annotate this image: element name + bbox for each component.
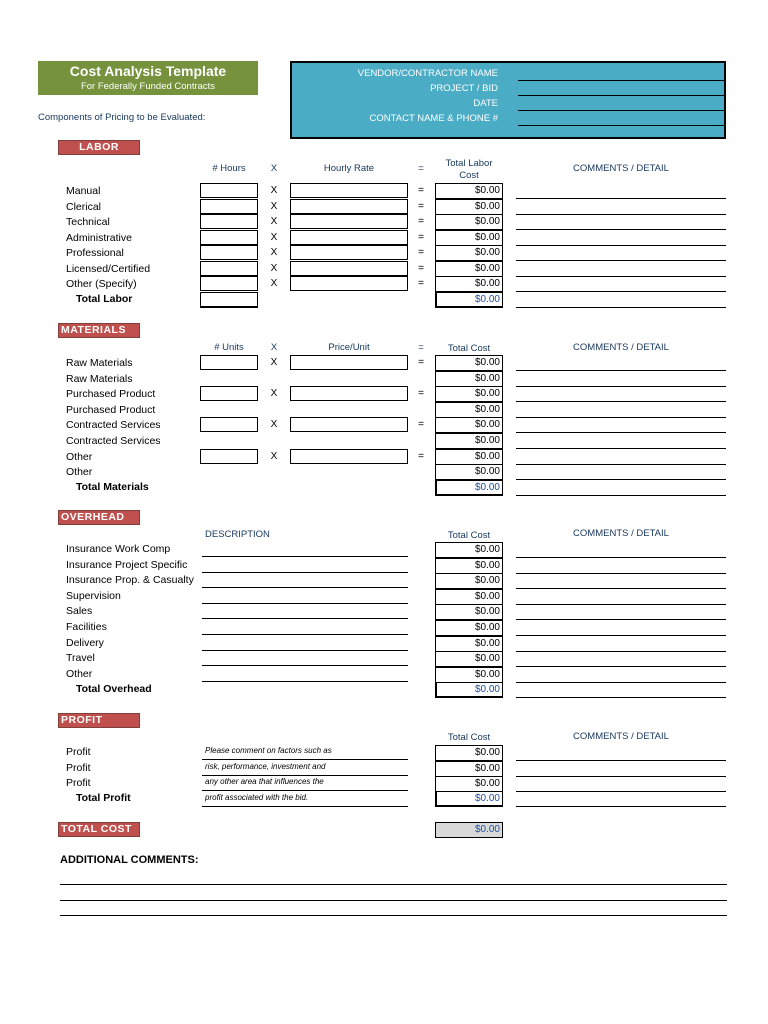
- profit-row-label: Profit: [66, 746, 91, 758]
- total-cost-value: $0.00: [435, 822, 503, 838]
- labor-total-value: $0.00: [435, 292, 503, 308]
- profit-total-label: Total Profit: [76, 792, 131, 804]
- comment-line[interactable]: [516, 464, 726, 465]
- equals-symbol: =: [418, 262, 424, 274]
- date-field[interactable]: [518, 110, 724, 111]
- materials-row-total: $0.00: [435, 386, 503, 402]
- overhead-total-value: $0.00: [435, 682, 503, 698]
- materials-section-header: MATERIALS: [58, 323, 140, 338]
- profit-total-header: Total Cost: [447, 732, 491, 743]
- profit-total-value: $0.00: [435, 791, 503, 807]
- materials-units-field[interactable]: [200, 386, 258, 401]
- materials-price-header: Price/Unit: [328, 342, 370, 353]
- overhead-row-total: $0.00: [435, 589, 503, 605]
- labor-hours-header: # Hours: [212, 163, 246, 174]
- overhead-row-label: Supervision: [66, 589, 121, 602]
- multiply-symbol: X: [270, 388, 278, 400]
- comment-line[interactable]: [516, 776, 726, 777]
- labor-hours-field[interactable]: [200, 199, 258, 214]
- comment-line[interactable]: [516, 588, 726, 589]
- labor-row-label: Manual: [66, 185, 101, 197]
- labor-rate-field[interactable]: [290, 199, 408, 214]
- overhead-row-total: $0.00: [435, 573, 503, 589]
- labor-row-label: Professional: [66, 247, 124, 259]
- profit-row-total: $0.00: [435, 776, 503, 792]
- labor-rate-header: Hourly Rate: [323, 163, 375, 174]
- multiply-symbol: X: [270, 231, 278, 243]
- comment-line[interactable]: [516, 573, 726, 574]
- overhead-row-total: $0.00: [435, 558, 503, 574]
- labor-rate-field[interactable]: [290, 183, 408, 198]
- materials-row-total: $0.00: [435, 402, 503, 418]
- materials-row-label: Raw Materials: [66, 357, 133, 369]
- profit-row-label: Profit: [66, 761, 91, 774]
- overhead-row-total: $0.00: [435, 604, 503, 620]
- comment-line[interactable]: [516, 229, 726, 230]
- page-title: Cost Analysis Template: [69, 63, 227, 79]
- labor-row-total: $0.00: [435, 183, 503, 199]
- labor-row-label: Clerical: [66, 200, 102, 213]
- profit-comments-header: COMMENTS / DETAIL: [573, 731, 669, 742]
- multiply-symbol: X: [270, 450, 278, 462]
- overhead-row-total: $0.00: [435, 651, 503, 667]
- overhead-total-comment-line[interactable]: [516, 697, 726, 698]
- comment-line[interactable]: [516, 635, 726, 636]
- comment-line[interactable]: [516, 448, 726, 449]
- materials-units-field[interactable]: [200, 449, 258, 464]
- profit-total-comment-line[interactable]: [516, 806, 726, 807]
- multiply-symbol: X: [270, 200, 278, 212]
- overhead-row-label: Travel: [66, 652, 95, 665]
- comment-line[interactable]: [516, 370, 726, 371]
- labor-row-total: $0.00: [435, 276, 503, 292]
- multiply-symbol: X: [270, 247, 278, 258]
- materials-row-label: Other: [66, 466, 93, 479]
- comment-line[interactable]: [516, 245, 726, 246]
- labor-row-total: $0.00: [435, 199, 503, 215]
- labor-total-header-2: Cost: [459, 170, 479, 181]
- comment-line[interactable]: [516, 760, 726, 761]
- comment-line[interactable]: [516, 386, 726, 387]
- labor-section-header: LABOR: [58, 140, 140, 155]
- materials-total-value: $0.00: [435, 480, 503, 496]
- overhead-row-total: $0.00: [435, 542, 503, 558]
- materials-price-field[interactable]: [290, 386, 408, 401]
- labor-hours-field[interactable]: [200, 276, 258, 291]
- comment-line[interactable]: [516, 666, 726, 667]
- labor-row-label: Other (Specify): [66, 278, 137, 290]
- labor-rate-field[interactable]: [290, 230, 408, 245]
- labor-eq-header: =: [418, 163, 424, 174]
- labor-row-label: Licensed/Certified: [66, 262, 151, 275]
- materials-row-total: $0.00: [435, 449, 503, 465]
- overhead-row-total: $0.00: [435, 636, 503, 652]
- overhead-row-label: Sales: [66, 605, 93, 618]
- materials-row-label: Other: [66, 450, 93, 463]
- overhead-description-line[interactable]: [202, 665, 408, 666]
- profit-note-text: risk, performance, investment and: [205, 761, 326, 771]
- overhead-description-line[interactable]: [202, 650, 408, 651]
- profit-row-label: Profit: [66, 777, 91, 789]
- materials-total-comment-line[interactable]: [516, 495, 726, 496]
- overhead-total-header: Total Cost: [447, 530, 491, 541]
- comment-line[interactable]: [516, 432, 726, 433]
- labor-rate-field[interactable]: [290, 276, 408, 291]
- additional-comment-line[interactable]: [60, 900, 727, 901]
- multiply-symbol: X: [270, 357, 278, 368]
- comment-line[interactable]: [516, 604, 726, 605]
- materials-row-label: Purchased Product: [66, 388, 156, 401]
- overhead-description-line[interactable]: [202, 587, 408, 588]
- labor-x-header: X: [270, 163, 278, 174]
- equals-symbol: =: [418, 185, 424, 196]
- labor-row-label: Technical: [66, 216, 110, 228]
- multiply-symbol: X: [270, 278, 278, 289]
- comment-line[interactable]: [516, 557, 726, 558]
- profit-note-text: any other area that influences the: [205, 777, 324, 786]
- comment-line[interactable]: [516, 260, 726, 261]
- labor-rate-field[interactable]: [290, 214, 408, 229]
- materials-total-header: Total Cost: [447, 343, 491, 354]
- labor-row-total: $0.00: [435, 245, 503, 261]
- labor-total-header-1: Total Labor: [445, 158, 493, 169]
- comment-line[interactable]: [516, 651, 726, 652]
- overhead-row-total: $0.00: [435, 667, 503, 683]
- labor-hours-field[interactable]: [200, 214, 258, 229]
- comment-line[interactable]: [516, 198, 726, 199]
- overhead-row-total: $0.00: [435, 620, 503, 636]
- comment-line[interactable]: [516, 479, 726, 480]
- materials-row-label: Raw Materials: [66, 372, 133, 385]
- labor-rate-field[interactable]: [290, 245, 408, 260]
- equals-symbol: =: [418, 388, 424, 400]
- overhead-row-label: Other: [66, 667, 93, 680]
- labor-total-hours-field[interactable]: [200, 292, 258, 308]
- vendor-info-box: [290, 61, 726, 139]
- overhead-total-label: Total Overhead: [76, 683, 152, 695]
- comment-line[interactable]: [516, 401, 726, 402]
- materials-total-label: Total Materials: [76, 481, 149, 493]
- multiply-symbol: X: [270, 185, 278, 196]
- overhead-row-label: Insurance Prop. & Casualty: [66, 574, 194, 587]
- equals-symbol: =: [418, 231, 424, 243]
- overhead-row-label: Insurance Work Comp: [66, 543, 171, 555]
- materials-row-total: $0.00: [435, 355, 503, 371]
- profit-note-text: profit associated with the bid.: [205, 792, 309, 802]
- contact-label: CONTACT NAME & PHONE #: [369, 113, 498, 124]
- additional-comment-line[interactable]: [60, 884, 727, 885]
- page-subtitle: For Federally Funded Contracts: [80, 81, 216, 92]
- labor-hours-field[interactable]: [200, 230, 258, 245]
- comment-line[interactable]: [516, 619, 726, 620]
- materials-units-field[interactable]: [200, 417, 258, 432]
- overhead-description-line[interactable]: [202, 618, 408, 619]
- multiply-symbol: X: [270, 216, 278, 227]
- materials-comments-header: COMMENTS / DETAIL: [573, 342, 669, 353]
- comment-line[interactable]: [516, 417, 726, 418]
- overhead-description-line[interactable]: [202, 681, 408, 682]
- title-banner: [38, 61, 258, 95]
- labor-hours-field[interactable]: [200, 183, 258, 198]
- total-cost-header: TOTAL COST: [58, 822, 140, 837]
- equals-symbol: =: [418, 419, 424, 431]
- overhead-description-line[interactable]: [202, 634, 408, 635]
- materials-row-label: Contracted Services: [66, 419, 161, 432]
- materials-row-total: $0.00: [435, 371, 503, 387]
- equals-symbol: =: [418, 278, 424, 289]
- materials-row-label: Contracted Services: [66, 435, 161, 447]
- materials-units-field[interactable]: [200, 355, 258, 370]
- materials-row-label: Purchased Product: [66, 403, 156, 416]
- equals-symbol: =: [418, 247, 424, 258]
- equals-symbol: =: [418, 450, 424, 462]
- date-label: DATE: [473, 98, 498, 109]
- profit-note-line[interactable]: [202, 775, 408, 776]
- multiply-symbol: X: [270, 262, 278, 274]
- overhead-row-label: Insurance Project Specific: [66, 558, 188, 571]
- overhead-section-header: OVERHEAD: [58, 510, 140, 525]
- materials-eq-header: =: [418, 342, 424, 353]
- materials-row-total: $0.00: [435, 417, 503, 433]
- materials-units-header: # Units: [214, 342, 244, 353]
- labor-comments-header: COMMENTS / DETAIL: [573, 163, 669, 174]
- labor-row-total: $0.00: [435, 261, 503, 277]
- profit-row-total: $0.00: [435, 761, 503, 777]
- additional-comment-line[interactable]: [60, 915, 727, 916]
- comment-line[interactable]: [516, 214, 726, 215]
- labor-total-label: Total Labor: [76, 293, 133, 305]
- overhead-row-label: Facilities: [66, 621, 107, 633]
- equals-symbol: =: [418, 216, 424, 227]
- labor-rate-field[interactable]: [290, 261, 408, 276]
- comment-line[interactable]: [516, 791, 726, 792]
- overhead-description-line[interactable]: [202, 556, 408, 557]
- materials-row-total: $0.00: [435, 433, 503, 449]
- labor-row-label: Administrative: [66, 231, 132, 244]
- project-field[interactable]: [518, 95, 724, 96]
- overhead-description-line[interactable]: [202, 603, 408, 604]
- profit-section-header: PROFIT: [58, 713, 140, 728]
- profit-note-line[interactable]: [202, 806, 408, 807]
- overhead-description-header: DESCRIPTION: [205, 529, 270, 540]
- labor-row-total: $0.00: [435, 214, 503, 230]
- labor-row-total: $0.00: [435, 230, 503, 246]
- components-text: Components of Pricing to be Evaluated:: [38, 112, 206, 123]
- multiply-symbol: X: [270, 419, 278, 431]
- labor-hours-field[interactable]: [200, 261, 258, 276]
- equals-symbol: =: [418, 200, 424, 212]
- comment-line[interactable]: [516, 291, 726, 292]
- materials-price-field[interactable]: [290, 355, 408, 370]
- profit-note-text: Please comment on factors such as: [205, 746, 332, 755]
- overhead-row-label: Delivery: [66, 636, 104, 649]
- profit-row-total: $0.00: [435, 745, 503, 761]
- contact-field[interactable]: [518, 125, 724, 126]
- materials-x-header: X: [270, 342, 278, 353]
- comment-line[interactable]: [516, 276, 726, 277]
- comment-line[interactable]: [516, 682, 726, 683]
- profit-note-line[interactable]: [202, 759, 408, 760]
- equals-symbol: =: [418, 357, 424, 368]
- materials-price-field[interactable]: [290, 449, 408, 464]
- overhead-description-line[interactable]: [202, 572, 408, 573]
- vendor-name-label: VENDOR/CONTRACTOR NAME: [357, 68, 498, 79]
- additional-comments-heading: ADDITIONAL COMMENTS:: [60, 854, 199, 866]
- labor-total-comment-line[interactable]: [516, 307, 726, 308]
- profit-note-line[interactable]: [202, 790, 408, 791]
- materials-row-total: $0.00: [435, 464, 503, 480]
- overhead-comments-header: COMMENTS / DETAIL: [573, 528, 669, 539]
- project-label: PROJECT / BID: [430, 83, 498, 94]
- labor-hours-field[interactable]: [200, 245, 258, 260]
- vendor-name-field[interactable]: [518, 80, 724, 81]
- materials-price-field[interactable]: [290, 417, 408, 432]
